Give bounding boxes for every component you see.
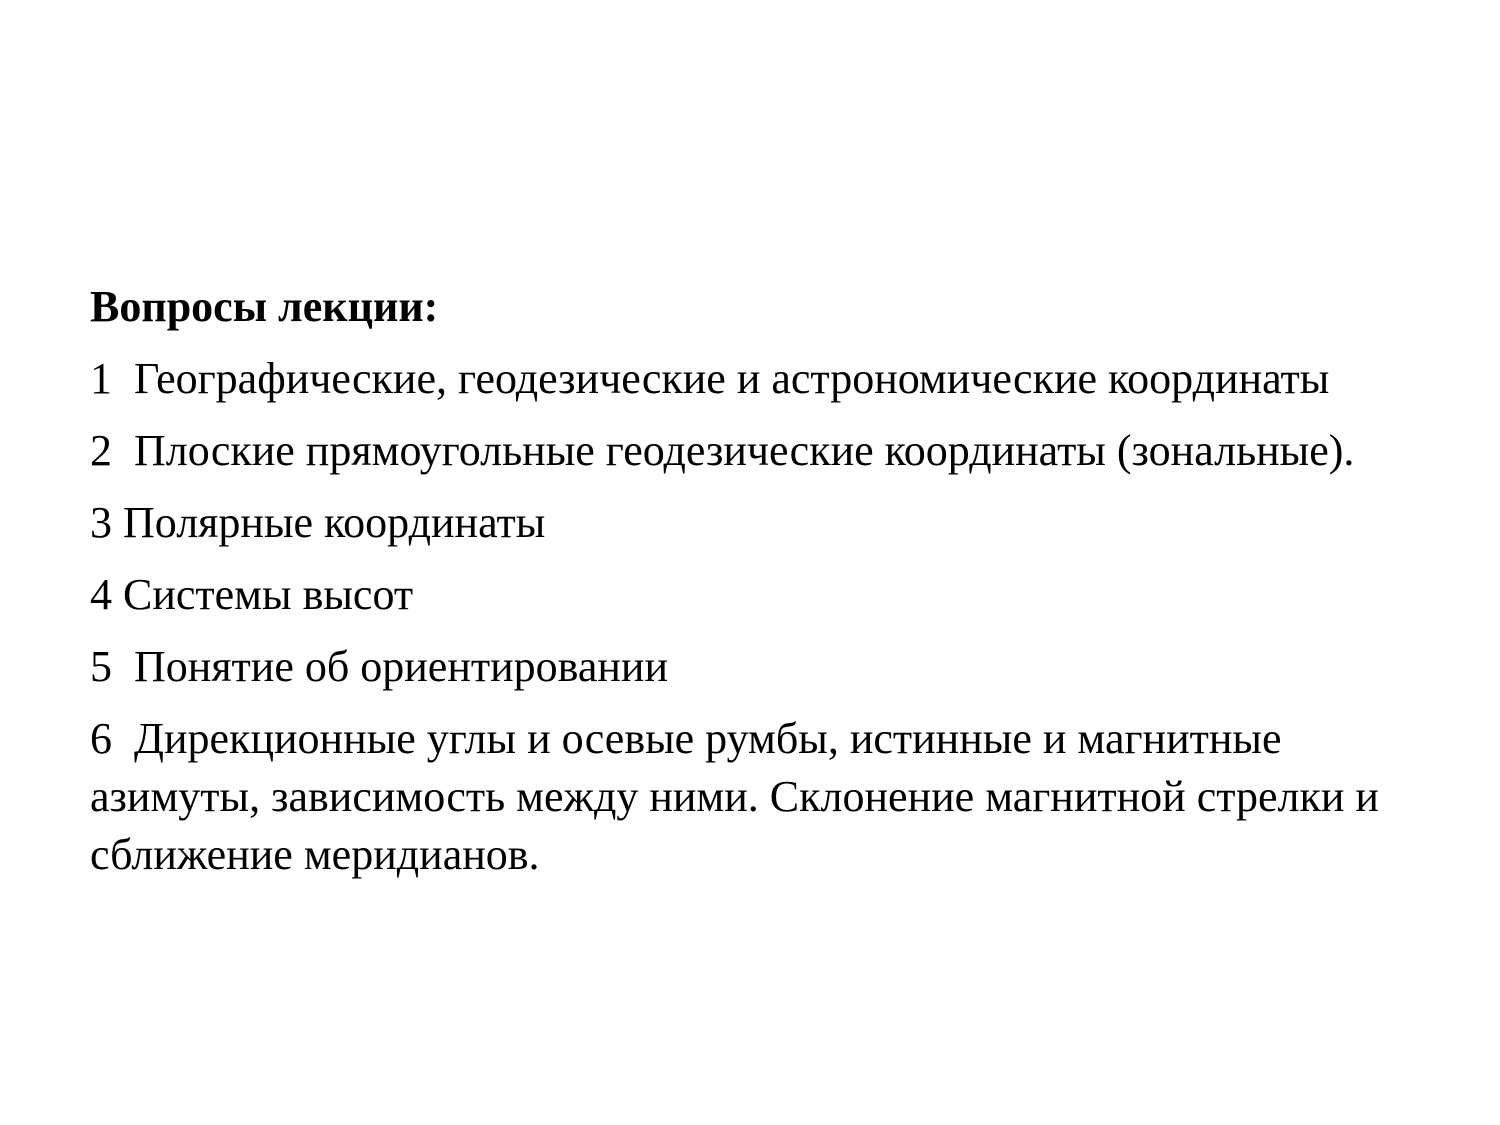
item-number: 2 [90, 426, 112, 475]
item-text: Географические, геодезические и астрономические координаты [134, 354, 1330, 403]
list-item [90, 494, 1430, 552]
item-text: Понятие об ориентировании [134, 642, 669, 691]
item-text: Полярные координаты [123, 498, 546, 547]
list-item [90, 638, 1430, 696]
list-item [90, 566, 1430, 624]
item-number: 4 [90, 570, 112, 619]
item-number: 5 [90, 642, 112, 691]
item-text: Системы высот [123, 570, 414, 619]
list-item [90, 710, 1430, 884]
list-item [90, 422, 1430, 480]
item-text: Дирекционные углы и осевые румбы, истинные и магнитные азимуты, зависимость между ними. Склонение магнитной стрелки и сближение меридианов. [90, 714, 1379, 879]
item-number: 6 [90, 714, 112, 763]
item-text: Плоские прямоугольные геодезические координаты (зональные). [134, 426, 1355, 475]
lecture-questions-list [90, 350, 1430, 884]
item-number: 1 [90, 354, 112, 403]
slide-content [90, 278, 1430, 898]
lecture-questions-heading: Вопросы лекции: [90, 282, 439, 331]
list-item [90, 350, 1430, 408]
item-number: 3 [90, 498, 112, 547]
